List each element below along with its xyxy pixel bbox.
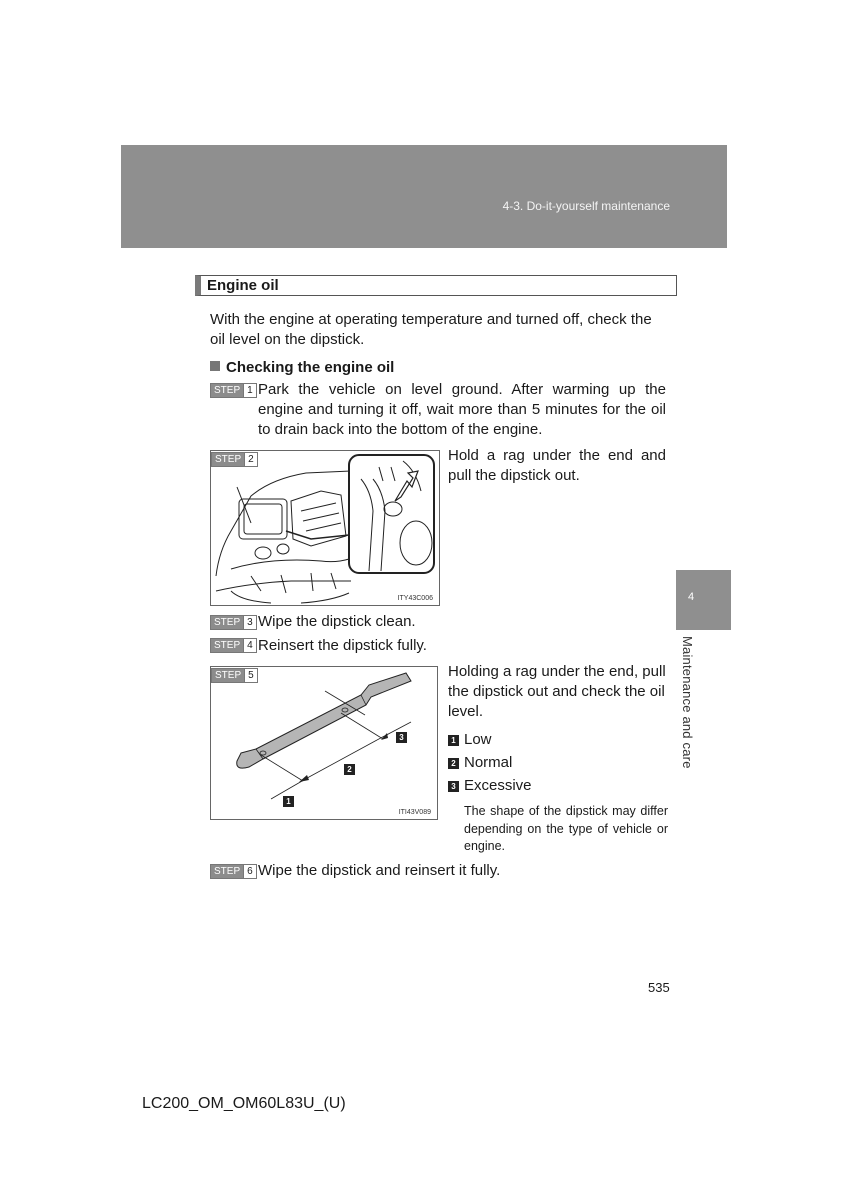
step-number: 6 xyxy=(243,865,256,878)
footer-code: LC200_OM_OM60L83U_(U) xyxy=(142,1095,346,1112)
step-badge-4 xyxy=(210,638,257,653)
step-label: STEP xyxy=(211,639,243,652)
level-key: 1 xyxy=(448,735,459,746)
level-excessive xyxy=(448,776,532,796)
dipstick-figure xyxy=(210,666,438,820)
step-label: STEP xyxy=(211,616,243,629)
level-low xyxy=(448,730,492,750)
step-3-text: Wipe the dipstick clean. xyxy=(258,613,416,630)
step-5-text: Holding a rag under the end, pull the dipstick out and check the oil level. xyxy=(448,663,666,720)
step-1-text: Park the vehicle on level ground. After warming up the engine and turning it off, wait more than 5 minutes for the oil to drain back into the bottom of the engine. xyxy=(258,381,666,438)
header-band xyxy=(121,145,727,248)
page-number: 535 xyxy=(648,980,670,995)
step-label: STEP xyxy=(212,453,244,466)
level-normal xyxy=(448,753,512,773)
step-badge-1 xyxy=(210,383,257,398)
level-label: Excessive xyxy=(464,777,532,794)
step-number: 1 xyxy=(243,384,256,397)
figure-code: ITI43V089 xyxy=(398,809,431,816)
step-number: 3 xyxy=(243,616,256,629)
callout-2 xyxy=(344,760,360,778)
engine-bay-figure xyxy=(210,450,440,606)
chapter-label: Maintenance and care xyxy=(680,636,695,769)
step-label: STEP xyxy=(211,865,243,878)
square-bullet-icon xyxy=(210,361,220,371)
engine-bay-illustration xyxy=(211,451,439,605)
step-number: 4 xyxy=(243,639,256,652)
figure-code: ITY43C006 xyxy=(397,595,433,602)
step-label: STEP xyxy=(211,384,243,397)
callout-1 xyxy=(283,792,299,810)
intro-text: With the engine at operating temperature and turned off, check the oil level on the dipstick. xyxy=(210,311,652,348)
step-label: STEP xyxy=(212,669,244,682)
callout-3 xyxy=(396,728,412,746)
step-6-text: Wipe the dipstick and reinsert it fully. xyxy=(258,862,501,879)
level-key: 3 xyxy=(448,781,459,792)
callout-3-label: 3 xyxy=(396,732,407,743)
step-number: 2 xyxy=(244,453,257,466)
callout-1-label: 1 xyxy=(283,796,294,807)
chapter-number: 4 xyxy=(688,591,695,603)
step-2-text: Hold a rag under the end and pull the dipstick out. xyxy=(448,447,666,484)
level-label: Normal xyxy=(464,754,513,771)
chapter-tab xyxy=(676,570,731,630)
dipstick-note: The shape of the dipstick may differ depending on the type of vehicle or engine. xyxy=(464,804,668,853)
level-label: Low xyxy=(464,731,492,748)
step-badge-6 xyxy=(210,864,257,879)
level-key: 2 xyxy=(448,758,459,769)
step-badge-3 xyxy=(210,615,257,630)
step-4-text: Reinsert the dipstick fully. xyxy=(258,637,427,654)
section-heading: 4-3. Do-it-yourself maintenance xyxy=(502,199,670,213)
step-number: 5 xyxy=(244,669,257,682)
subheading xyxy=(210,358,394,378)
callout-2-label: 2 xyxy=(344,764,355,775)
subheading-text: Checking the engine oil xyxy=(226,359,395,376)
section-title: Engine oil xyxy=(195,275,677,296)
